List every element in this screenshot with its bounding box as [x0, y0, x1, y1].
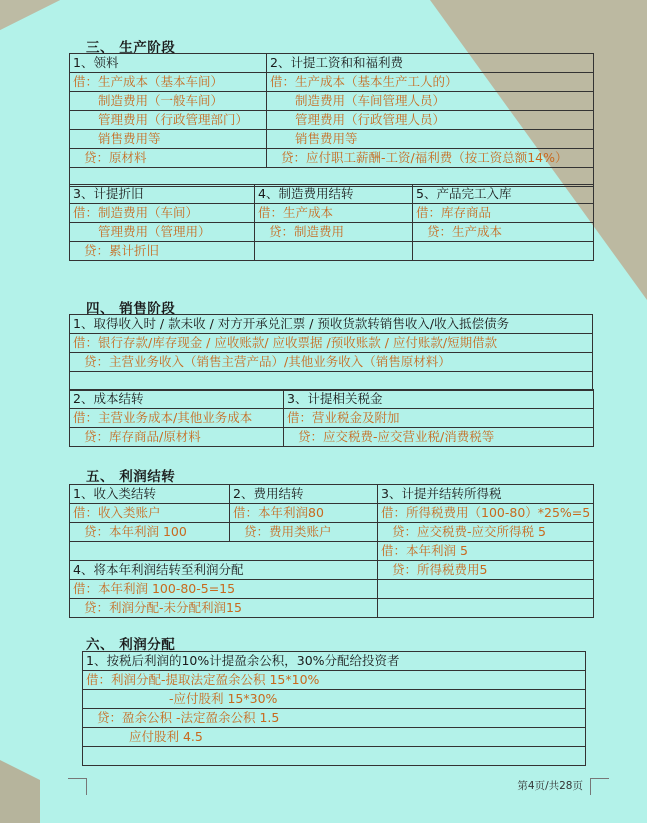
profit-transfer-table [69, 484, 594, 618]
cell: 借：库存商品 [413, 204, 594, 223]
cell: 1、领料 [70, 54, 267, 73]
cell: 制造费用（一般车间） [70, 92, 267, 111]
cell: 销售费用等 [70, 130, 267, 149]
cell: 贷：主营业务收入（销售主营产品）/其他业务收入（销售原材料） [70, 353, 593, 372]
cell: 贷：应付职工薪酬-工资/福利费（按工资总额14%） [267, 149, 594, 168]
cell: 1、按税后利润的10%计提盈余公积，30%分配给投资者 [83, 652, 586, 671]
cell: 2、成本结转 [70, 390, 284, 409]
cell: 4、将本年利润结转至利润分配 [70, 561, 378, 580]
cell: 贷：应交税费-应交营业税/消费税等 [284, 428, 594, 447]
cell: 贷：累计折旧 [70, 242, 255, 261]
cell [70, 372, 593, 391]
cell: -应付股利 15*30% [83, 690, 586, 709]
cell: 借：收入类账户 [70, 504, 230, 523]
production-table-2 [69, 184, 594, 261]
cell: 2、计提工资和和福利费 [267, 54, 594, 73]
cell: 借：利润分配-提取法定盈余公积 15*10% [83, 671, 586, 690]
cell: 管理费用（行政管理人员） [267, 111, 594, 130]
section-heading-profit-transfer: 五、 利润结转 [86, 469, 176, 485]
corner-mark [590, 778, 609, 795]
cell [70, 542, 378, 561]
cell: 应付股利 4.5 [83, 728, 586, 747]
page-number: 第4页/共28页 [517, 780, 583, 792]
production-table-1 [69, 53, 594, 187]
sales-table-1 [69, 314, 593, 391]
cell: 管理费用（管理用） [70, 223, 255, 242]
cell: 3、计提并结转所得税 [378, 485, 594, 504]
cell: 1、取得收入时 / 款未收 / 对方开承兑汇票 / 预收货款转销售收入/收入抵偿债务 [70, 315, 593, 334]
cell: 贷：应交税费-应交所得税 5 [378, 523, 594, 542]
cell: 借：本年利润 100-80-5=15 [70, 580, 378, 599]
cell: 借：所得税费用（100-80）*25%=5 [378, 504, 594, 523]
cell: 借：本年利润 5 [378, 542, 594, 561]
cell [83, 747, 586, 766]
cell [378, 580, 594, 599]
section-heading-production: 三、 生产阶段 [86, 40, 176, 56]
cell: 贷：利润分配-未分配利润15 [70, 599, 378, 618]
cell: 贷：原材料 [70, 149, 267, 168]
corner-mark [68, 778, 87, 795]
section-heading-profit-distribution: 六、 利润分配 [86, 637, 176, 653]
sales-table-2 [69, 389, 594, 447]
cell: 4、制造费用结转 [255, 185, 413, 204]
cell: 贷：所得税费用5 [378, 561, 594, 580]
cell [413, 242, 594, 261]
cell [255, 242, 413, 261]
cell: 贷：盈余公积 -法定盈余公积 1.5 [83, 709, 586, 728]
cell: 2、费用结转 [230, 485, 378, 504]
cell: 贷：库存商品/原材料 [70, 428, 284, 447]
cell: 借：本年利润80 [230, 504, 378, 523]
profit-distribution-table [82, 651, 586, 766]
cell: 贷：费用类账户 [230, 523, 378, 542]
cell: 贷：本年利润 100 [70, 523, 230, 542]
cell: 贷：生产成本 [413, 223, 594, 242]
cell: 3、计提相关税金 [284, 390, 594, 409]
cell: 贷：制造费用 [255, 223, 413, 242]
cell: 借：生产成本（基本生产工人的） [267, 73, 594, 92]
cell: 5、产品完工入库 [413, 185, 594, 204]
cell: 管理费用（行政管理部门） [70, 111, 267, 130]
section-heading-sales: 四、 销售阶段 [86, 301, 176, 317]
cell [378, 599, 594, 618]
cell: 借：生产成本 [255, 204, 413, 223]
cell: 1、收入类结转 [70, 485, 230, 504]
cell: 借：主营业务成本/其他业务成本 [70, 409, 284, 428]
cell: 销售费用等 [267, 130, 594, 149]
cell: 借：生产成本（基本车间） [70, 73, 267, 92]
cell: 借：银行存款/库存现金 / 应收账款/ 应收票据 /预收账款 / 应付账款/短期借款 [70, 334, 593, 353]
cell: 借：营业税金及附加 [284, 409, 594, 428]
cell: 借：制造费用（车间） [70, 204, 255, 223]
cell: 3、计提折旧 [70, 185, 255, 204]
cell: 制造费用（车间管理人员） [267, 92, 594, 111]
